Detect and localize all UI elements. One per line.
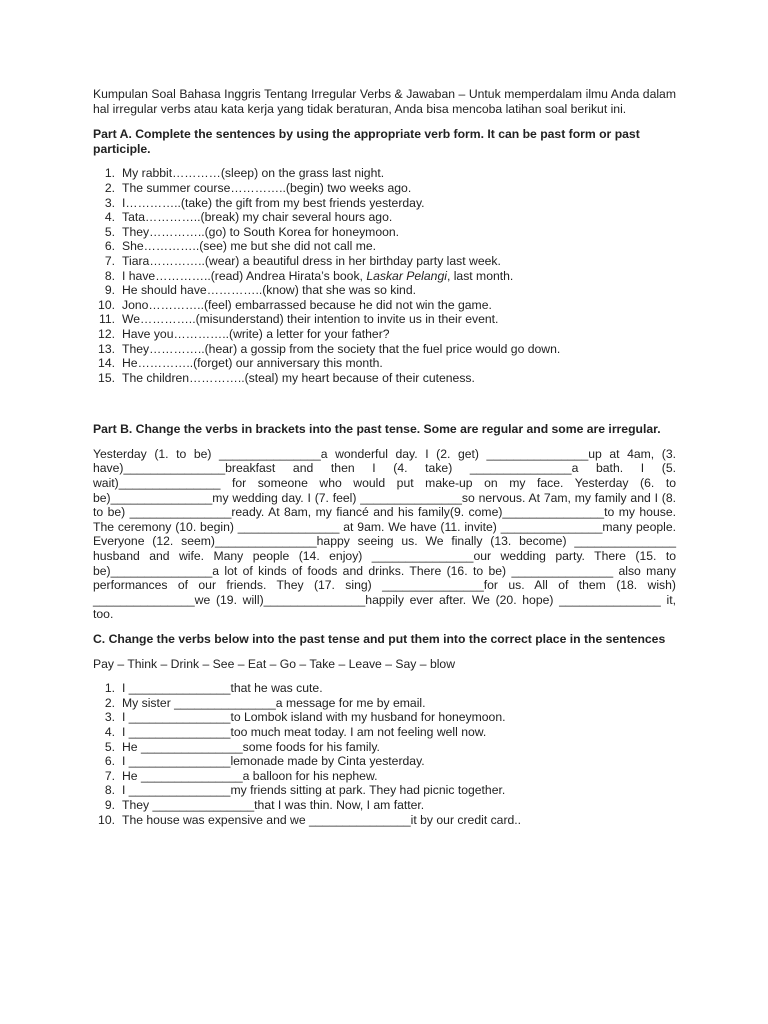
list-item: 7. Tiara…………..(wear) a beautiful dress in her birthday party last week. (104, 253, 501, 268)
part-a-heading: Part A. Complete the sentences by using the appropriate verb form. It can be past form or past participle. (93, 127, 640, 156)
list-item: 6. She…………..(see) me but she did not call me. (104, 239, 377, 254)
list-item: 11. We…………..(misunderstand) their intention to invite us in their event. (98, 312, 499, 327)
list-item: 12. Have you…………..(write) a letter for your father? (98, 326, 390, 341)
part-b-paragraph: Yesterday (1. to be) _______________a wonderful day. I (2. get) _______________up at 4am, (3. have)_______________breakfast and then I (4. take) _______________a bath. I (5. wait)_______________ for someone who would put make-up on my face. Yesterday (6. to be)_______________my wedding day. I (7. feel) _______________so nervous. At 7am, my family and I (8. to be) _______________ready. At 8am, my fiancé and his family(9. come)_______________to my house. The ceremony (10. begin) _______________ at 9am. We have (11. invite) _______________many people. Everyone (12. seem)_______________happy seeing us. We finally (13. become) _______________ husband and wife. Many people (14. enjoy) _______________our wedding party. There (15. to be)_______________a lot of kinds of foods and drinks. There (16. to be) _______________ also many performances of our friends. They (17. sing) _______________for us. All of them (18. wish) _______________we (19. will)_______________happily ever after. We (20. hope) _______________ it, too. (93, 446, 676, 622)
list-item: 10. The house was expensive and we _______________it by our credit card.. (98, 812, 522, 827)
list-item: 9. He should have…………..(know) that she was so kind. (104, 283, 416, 298)
list-item: 10. Jono…………..(feel) embarrassed because he did not win the game. (98, 297, 492, 312)
intro-paragraph: Kumpulan Soal Bahasa Inggris Tentang Irregular Verbs & Jawaban – Untuk memperdalam ilmu Anda dalam hal irregular verbs atau kata kerja yang tidak beraturan, Anda bisa mencoba latihan soal berikut ini. (93, 87, 676, 116)
list-item: 4. I _______________too much meat today. I am not feeling well now. (104, 724, 487, 739)
list-item: 2. My sister _______________a message for me by email. (104, 695, 426, 710)
list-item: 3. I…………..(take) the gift from my best friends yesterday. (104, 195, 425, 210)
list-item: 9. They _______________that I was thin. Now, I am fatter. (104, 797, 425, 812)
list-item: 5. They…………..(go) to South Korea for honeymoon. (104, 224, 400, 239)
part-c-heading: C. Change the verbs below into the past tense and put them into the correct place in the sentences (93, 632, 666, 646)
part-a-list (93, 166, 676, 385)
list-item: 3. I _______________to Lombok island with my husband for honeymoon. (104, 710, 506, 725)
list-item: 6. I _______________lemonade made by Cinta yesterday. (104, 754, 425, 769)
list-item: 1. My rabbit…………(sleep) on the grass last night. (104, 166, 385, 181)
word-bank: Pay – Think – Drink – See – Eat – Go – Take – Leave – Say – blow (93, 656, 456, 671)
part-b-heading: Part B. Change the verbs in brackets into the past tense. Some are regular and some are irregular. (93, 422, 661, 437)
list-item: 8. I have…………..(read) Andrea Hirata’s book, Laskar Pelangi, last month. (104, 268, 514, 283)
part-c-list (93, 681, 676, 827)
list-item: 5. He _______________some foods for his family. (104, 739, 380, 754)
document-content (93, 87, 676, 827)
list-item: 14. He…………..(forget) our anniversary this month. (98, 356, 383, 371)
list-item: 7. He _______________a balloon for his nephew. (104, 768, 378, 783)
book-title: Laskar Pelangi (366, 268, 447, 283)
list-item: 4. Tata…………..(break) my chair several hours ago. (104, 210, 393, 225)
list-item: 1. I _______________that he was cute. (104, 681, 323, 696)
list-item: 2. The summer course…………..(begin) two weeks ago. (104, 180, 412, 195)
list-item: 15. The children…………..(steal) my heart because of their cuteness. (98, 370, 475, 385)
list-item: 8. I _______________my friends sitting at park. They had picnic together. (104, 783, 506, 798)
list-item: 13. They…………..(hear) a gossip from the society that the fuel price would go down. (98, 341, 561, 356)
